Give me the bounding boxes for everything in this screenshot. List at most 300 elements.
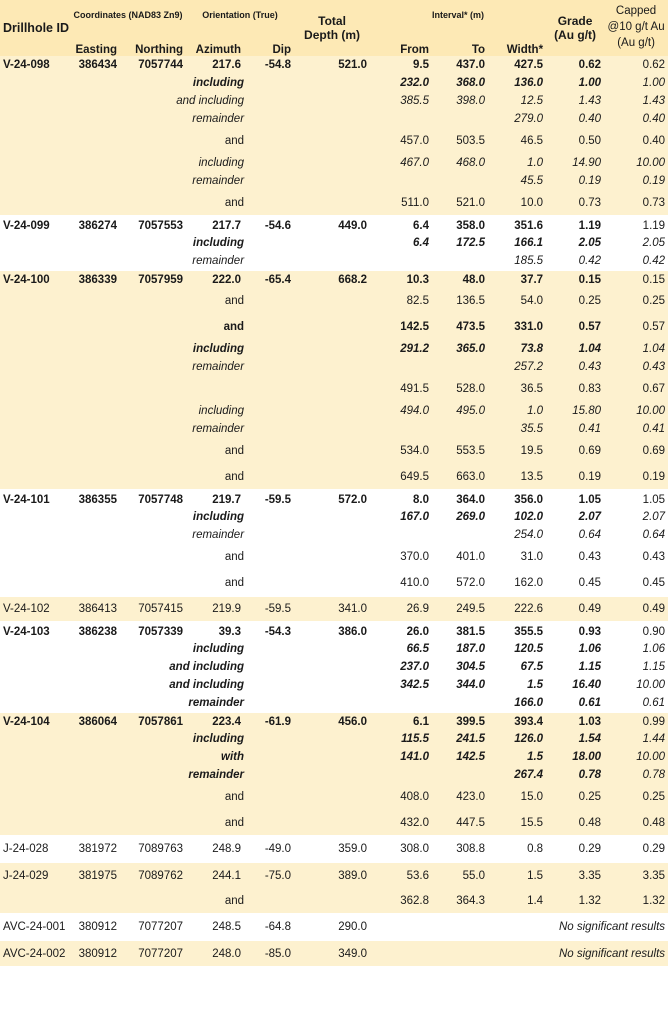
cell-from: 362.8 — [370, 888, 432, 914]
cell-easting: 381972 — [70, 836, 120, 862]
header-total-depth — [294, 0, 370, 56]
cell-from: 10.3 — [370, 270, 432, 288]
cell-dip: -54.3 — [244, 622, 294, 640]
cell-to: 249.5 — [432, 596, 488, 622]
cell-width: 331.0 — [488, 314, 546, 340]
cell-interval-label: and — [0, 784, 370, 810]
header-capped-line2: @10 g/t Au — [607, 21, 665, 33]
cell-to: 172.5 — [432, 234, 488, 252]
table-row-interval — [0, 676, 668, 694]
cell-from — [370, 358, 432, 376]
cell-interval-label: remainder — [0, 766, 370, 784]
cell-grade: 14.90 — [546, 154, 604, 172]
cell-capped: 1.00 — [604, 74, 668, 92]
cell-grade: 1.19 — [546, 216, 604, 234]
cell-from: 232.0 — [370, 74, 432, 92]
cell-width: 393.4 — [488, 712, 546, 730]
cell-easting: 386434 — [70, 56, 120, 74]
table-row-hole — [0, 596, 668, 622]
cell-interval-label: including — [0, 154, 370, 172]
cell-to: 468.0 — [432, 154, 488, 172]
cell-capped: 1.32 — [604, 888, 668, 914]
cell-grade: 0.41 — [546, 420, 604, 438]
cell-depth: 456.0 — [294, 712, 370, 730]
cell-grade: 15.80 — [546, 402, 604, 420]
cell-width: 166.1 — [488, 234, 546, 252]
header-width: Width* — [488, 30, 546, 56]
cell-azimuth: 217.6 — [186, 56, 244, 74]
cell-width: 15.0 — [488, 784, 546, 810]
cell-width: 31.0 — [488, 544, 546, 570]
cell-from: 408.0 — [370, 784, 432, 810]
cell-width: 1.0 — [488, 154, 546, 172]
cell-width: 351.6 — [488, 216, 546, 234]
cell-to: 553.5 — [432, 438, 488, 464]
cell-capped: 0.40 — [604, 110, 668, 128]
cell-capped: 10.00 — [604, 154, 668, 172]
cell-interval-label: and — [0, 438, 370, 464]
cell-grade: 0.48 — [546, 810, 604, 836]
cell-capped: 0.43 — [604, 358, 668, 376]
cell-to: 364.0 — [432, 490, 488, 508]
cell-interval-label: including — [0, 402, 370, 420]
cell-grade: 0.43 — [546, 544, 604, 570]
cell-grade: 0.64 — [546, 526, 604, 544]
cell-dip: -61.9 — [244, 712, 294, 730]
cell-azimuth: 248.5 — [186, 914, 244, 940]
cell-dip: -59.5 — [244, 490, 294, 508]
cell-grade: 0.43 — [546, 358, 604, 376]
cell-northing: 7077207 — [120, 940, 186, 966]
cell-capped: 1.43 — [604, 92, 668, 110]
table-row-hole — [0, 914, 668, 940]
header-total-depth-line2: Depth (m) — [304, 28, 361, 42]
cell-drillhole-id: V-24-100 — [0, 270, 70, 288]
cell-azimuth: 217.7 — [186, 216, 244, 234]
table-row-hole — [0, 270, 668, 288]
cell-to: 401.0 — [432, 544, 488, 570]
cell-width: 1.5 — [488, 862, 546, 888]
cell-to: 241.5 — [432, 730, 488, 748]
cell-capped: 0.15 — [604, 270, 668, 288]
cell-interval-label: and — [0, 314, 370, 340]
cell-interval-label: and — [0, 128, 370, 154]
cell-width: 166.0 — [488, 694, 546, 712]
table-row-interval — [0, 314, 668, 340]
cell-drillhole-id: J-24-029 — [0, 862, 70, 888]
cell-grade: 0.62 — [546, 56, 604, 74]
cell-from: 66.5 — [370, 640, 432, 658]
cell-capped: 0.25 — [604, 288, 668, 314]
cell-grade: 1.06 — [546, 640, 604, 658]
table-row-hole — [0, 862, 668, 888]
cell-from — [370, 172, 432, 190]
cell-northing: 7057744 — [120, 56, 186, 74]
cell-to: 572.0 — [432, 570, 488, 596]
table-row-interval — [0, 128, 668, 154]
cell-to — [432, 420, 488, 438]
cell-width: 356.0 — [488, 490, 546, 508]
cell-depth: 349.0 — [294, 940, 370, 966]
cell-capped: 2.07 — [604, 508, 668, 526]
cell-grade: 0.73 — [546, 190, 604, 216]
cell-capped: 0.48 — [604, 810, 668, 836]
cell-northing: 7077207 — [120, 914, 186, 940]
header-to: To — [432, 30, 488, 56]
cell-grade: 1.15 — [546, 658, 604, 676]
cell-width: 427.5 — [488, 56, 546, 74]
cell-capped: 0.64 — [604, 526, 668, 544]
cell-depth: 359.0 — [294, 836, 370, 862]
cell-capped: 0.42 — [604, 252, 668, 270]
cell-capped: 0.43 — [604, 544, 668, 570]
table-row-interval — [0, 570, 668, 596]
cell-interval-label: and — [0, 190, 370, 216]
cell-width: 73.8 — [488, 340, 546, 358]
cell-interval-label: including — [0, 640, 370, 658]
cell-northing: 7057553 — [120, 216, 186, 234]
cell-width: 36.5 — [488, 376, 546, 402]
cell-interval-label: and — [0, 570, 370, 596]
cell-depth: 341.0 — [294, 596, 370, 622]
cell-interval-label: remainder — [0, 526, 370, 544]
cell-to: 269.0 — [432, 508, 488, 526]
cell-to: 344.0 — [432, 676, 488, 694]
header-coordinates: Coordinates (NAD83 Zn9) — [70, 0, 186, 30]
table-row-interval — [0, 730, 668, 748]
cell-grade: 1.05 — [546, 490, 604, 508]
header-from: From — [370, 30, 432, 56]
cell-depth: 521.0 — [294, 56, 370, 74]
header-grade-line2: (Au g/t) — [554, 28, 597, 42]
cell-width: 185.5 — [488, 252, 546, 270]
cell-azimuth: 223.4 — [186, 712, 244, 730]
cell-grade: 18.00 — [546, 748, 604, 766]
cell-dip: -59.5 — [244, 596, 294, 622]
cell-capped: 1.44 — [604, 730, 668, 748]
header-grade-line1: Grade — [557, 14, 593, 28]
cell-width: 136.0 — [488, 74, 546, 92]
table-row-interval — [0, 694, 668, 712]
cell-northing: 7057748 — [120, 490, 186, 508]
cell-to: 142.5 — [432, 748, 488, 766]
cell-to: 528.0 — [432, 376, 488, 402]
cell-depth: 386.0 — [294, 622, 370, 640]
cell-from — [370, 526, 432, 544]
cell-from: 142.5 — [370, 314, 432, 340]
cell-grade: 1.00 — [546, 74, 604, 92]
cell-capped: 0.19 — [604, 172, 668, 190]
cell-capped: 1.06 — [604, 640, 668, 658]
cell-northing: 7057339 — [120, 622, 186, 640]
cell-to: 48.0 — [432, 270, 488, 288]
cell-interval-label — [0, 376, 370, 402]
cell-depth: 449.0 — [294, 216, 370, 234]
cell-easting: 386339 — [70, 270, 120, 288]
cell-to: 136.5 — [432, 288, 488, 314]
cell-to: 521.0 — [432, 190, 488, 216]
cell-grade: 16.40 — [546, 676, 604, 694]
cell-width: 1.4 — [488, 888, 546, 914]
cell-to: 663.0 — [432, 464, 488, 490]
cell-to — [432, 526, 488, 544]
cell-northing: 7057415 — [120, 596, 186, 622]
cell-width: 1.5 — [488, 676, 546, 694]
cell-depth: 290.0 — [294, 914, 370, 940]
cell-width: 355.5 — [488, 622, 546, 640]
cell-to: 308.8 — [432, 836, 488, 862]
cell-width: 67.5 — [488, 658, 546, 676]
cell-easting: 386274 — [70, 216, 120, 234]
header-orientation: Orientation (True) — [186, 0, 294, 30]
cell-to: 304.5 — [432, 658, 488, 676]
cell-to: 437.0 — [432, 56, 488, 74]
cell-to: 495.0 — [432, 402, 488, 420]
cell-easting: 386355 — [70, 490, 120, 508]
cell-azimuth: 248.0 — [186, 940, 244, 966]
cell-easting: 386413 — [70, 596, 120, 622]
cell-drillhole-id: V-24-104 — [0, 712, 70, 730]
cell-grade: 0.19 — [546, 172, 604, 190]
cell-interval-label: including — [0, 730, 370, 748]
table-row-hole — [0, 712, 668, 730]
table-row-interval — [0, 92, 668, 110]
cell-to: 423.0 — [432, 784, 488, 810]
cell-interval-label: and — [0, 464, 370, 490]
cell-from: 26.0 — [370, 622, 432, 640]
cell-from: 291.2 — [370, 340, 432, 358]
cell-width: 254.0 — [488, 526, 546, 544]
results-body — [0, 56, 668, 966]
cell-dip: -75.0 — [244, 862, 294, 888]
cell-easting: 386238 — [70, 622, 120, 640]
cell-to: 399.5 — [432, 712, 488, 730]
cell-from: 26.9 — [370, 596, 432, 622]
cell-grade: 1.03 — [546, 712, 604, 730]
cell-azimuth: 248.9 — [186, 836, 244, 862]
cell-dip: -54.6 — [244, 216, 294, 234]
cell-interval-label: including — [0, 74, 370, 92]
cell-dip: -49.0 — [244, 836, 294, 862]
cell-azimuth: 222.0 — [186, 270, 244, 288]
cell-interval-label: remainder — [0, 172, 370, 190]
header-capped — [604, 0, 668, 56]
header-grade — [546, 0, 604, 56]
cell-capped: 0.41 — [604, 420, 668, 438]
table-row-interval — [0, 154, 668, 172]
cell-from: 432.0 — [370, 810, 432, 836]
cell-drillhole-id: V-24-098 — [0, 56, 70, 74]
cell-grade: 1.32 — [546, 888, 604, 914]
cell-width: 13.5 — [488, 464, 546, 490]
header-capped-line3: (Au g/t) — [617, 37, 655, 49]
cell-to: 503.5 — [432, 128, 488, 154]
cell-capped: 0.61 — [604, 694, 668, 712]
cell-northing: 7089763 — [120, 836, 186, 862]
cell-interval-label: and — [0, 544, 370, 570]
table-row-interval — [0, 402, 668, 420]
cell-grade: 1.43 — [546, 92, 604, 110]
cell-width: 162.0 — [488, 570, 546, 596]
cell-interval-label: and — [0, 288, 370, 314]
cell-interval-label: and — [0, 888, 370, 914]
cell-grade: 0.83 — [546, 376, 604, 402]
cell-from: 115.5 — [370, 730, 432, 748]
cell-azimuth: 219.7 — [186, 490, 244, 508]
table-row-interval — [0, 810, 668, 836]
cell-grade: 0.93 — [546, 622, 604, 640]
cell-to: 365.0 — [432, 340, 488, 358]
cell-capped: 0.49 — [604, 596, 668, 622]
cell-from: 237.0 — [370, 658, 432, 676]
cell-grade: 0.25 — [546, 784, 604, 810]
cell-drillhole-id: V-24-102 — [0, 596, 70, 622]
table-row-interval — [0, 340, 668, 358]
table-row-interval — [0, 74, 668, 92]
cell-width: 126.0 — [488, 730, 546, 748]
cell-interval-label: including — [0, 508, 370, 526]
cell-width: 1.0 — [488, 402, 546, 420]
cell-easting: 386064 — [70, 712, 120, 730]
cell-capped: 0.67 — [604, 376, 668, 402]
cell-from: 308.0 — [370, 836, 432, 862]
table-row-interval — [0, 376, 668, 402]
cell-capped: 0.99 — [604, 712, 668, 730]
cell-capped: 1.15 — [604, 658, 668, 676]
cell-grade: 0.42 — [546, 252, 604, 270]
cell-drillhole-id: V-24-103 — [0, 622, 70, 640]
cell-grade: 1.54 — [546, 730, 604, 748]
cell-to: 398.0 — [432, 92, 488, 110]
cell-width: 222.6 — [488, 596, 546, 622]
cell-capped: 0.45 — [604, 570, 668, 596]
cell-to: 447.5 — [432, 810, 488, 836]
header-azimuth: Azimuth — [186, 30, 244, 56]
header-capped-line1: Capped — [615, 5, 657, 17]
table-row-interval — [0, 252, 668, 270]
table-row-interval — [0, 766, 668, 784]
cell-interval-label: remainder — [0, 110, 370, 128]
table-row-interval — [0, 658, 668, 676]
header-dip: Dip — [244, 30, 294, 56]
cell-to: 368.0 — [432, 74, 488, 92]
cell-grade: 0.49 — [546, 596, 604, 622]
cell-from — [370, 766, 432, 784]
cell-depth: 572.0 — [294, 490, 370, 508]
cell-to: 473.5 — [432, 314, 488, 340]
cell-grade: 0.61 — [546, 694, 604, 712]
cell-drillhole-id: J-24-028 — [0, 836, 70, 862]
cell-width: 102.0 — [488, 508, 546, 526]
cell-from: 457.0 — [370, 128, 432, 154]
table-row-interval — [0, 190, 668, 216]
cell-width: 10.0 — [488, 190, 546, 216]
cell-width: 1.5 — [488, 748, 546, 766]
cell-drillhole-id: AVC-24-001 — [0, 914, 70, 940]
cell-to — [432, 110, 488, 128]
table-row-hole — [0, 216, 668, 234]
cell-from: 491.5 — [370, 376, 432, 402]
cell-to: 358.0 — [432, 216, 488, 234]
cell-from: 8.0 — [370, 490, 432, 508]
cell-width: 267.4 — [488, 766, 546, 784]
cell-from — [370, 110, 432, 128]
cell-from — [370, 694, 432, 712]
cell-width: 12.5 — [488, 92, 546, 110]
cell-easting: 380912 — [70, 914, 120, 940]
cell-grade: 0.40 — [546, 110, 604, 128]
table-row-interval — [0, 748, 668, 766]
table-row-hole — [0, 56, 668, 74]
cell-width: 45.5 — [488, 172, 546, 190]
cell-to — [432, 694, 488, 712]
header-easting: Easting — [70, 30, 120, 56]
table-row-interval — [0, 420, 668, 438]
cell-from: 342.5 — [370, 676, 432, 694]
cell-dip: -85.0 — [244, 940, 294, 966]
cell-interval-label: and including — [0, 92, 370, 110]
cell-dip: -64.8 — [244, 914, 294, 940]
cell-grade: 0.25 — [546, 288, 604, 314]
cell-azimuth: 219.9 — [186, 596, 244, 622]
cell-width: 37.7 — [488, 270, 546, 288]
cell-azimuth: 39.3 — [186, 622, 244, 640]
cell-to: 187.0 — [432, 640, 488, 658]
table-row-interval — [0, 784, 668, 810]
cell-grade: 0.78 — [546, 766, 604, 784]
cell-to: 55.0 — [432, 862, 488, 888]
cell-capped: 10.00 — [604, 676, 668, 694]
header-northing: Northing — [120, 30, 186, 56]
cell-no-significant-results: No significant results — [370, 914, 668, 940]
table-row-hole — [0, 940, 668, 966]
cell-capped: 0.62 — [604, 56, 668, 74]
cell-width: 279.0 — [488, 110, 546, 128]
table-row-interval — [0, 288, 668, 314]
cell-dip: -54.8 — [244, 56, 294, 74]
cell-from: 494.0 — [370, 402, 432, 420]
cell-grade: 0.57 — [546, 314, 604, 340]
cell-capped: 1.05 — [604, 490, 668, 508]
table-row-interval — [0, 508, 668, 526]
cell-from: 167.0 — [370, 508, 432, 526]
cell-capped: 0.40 — [604, 128, 668, 154]
cell-northing: 7089762 — [120, 862, 186, 888]
cell-interval-label: remainder — [0, 694, 370, 712]
cell-from: 370.0 — [370, 544, 432, 570]
cell-from — [370, 252, 432, 270]
cell-from: 53.6 — [370, 862, 432, 888]
table-row-interval — [0, 172, 668, 190]
cell-capped: 0.69 — [604, 438, 668, 464]
cell-capped: 2.05 — [604, 234, 668, 252]
cell-interval-label: and including — [0, 676, 370, 694]
cell-depth: 389.0 — [294, 862, 370, 888]
cell-drillhole-id: V-24-101 — [0, 490, 70, 508]
table-row-interval — [0, 888, 668, 914]
cell-capped: 0.25 — [604, 784, 668, 810]
table-row-hole — [0, 490, 668, 508]
cell-interval-label: and including — [0, 658, 370, 676]
cell-to — [432, 358, 488, 376]
table-row-interval — [0, 526, 668, 544]
cell-to — [432, 172, 488, 190]
cell-interval-label: remainder — [0, 252, 370, 270]
cell-grade: 0.50 — [546, 128, 604, 154]
cell-from: 6.4 — [370, 216, 432, 234]
cell-to — [432, 766, 488, 784]
cell-no-significant-results: No significant results — [370, 940, 668, 966]
